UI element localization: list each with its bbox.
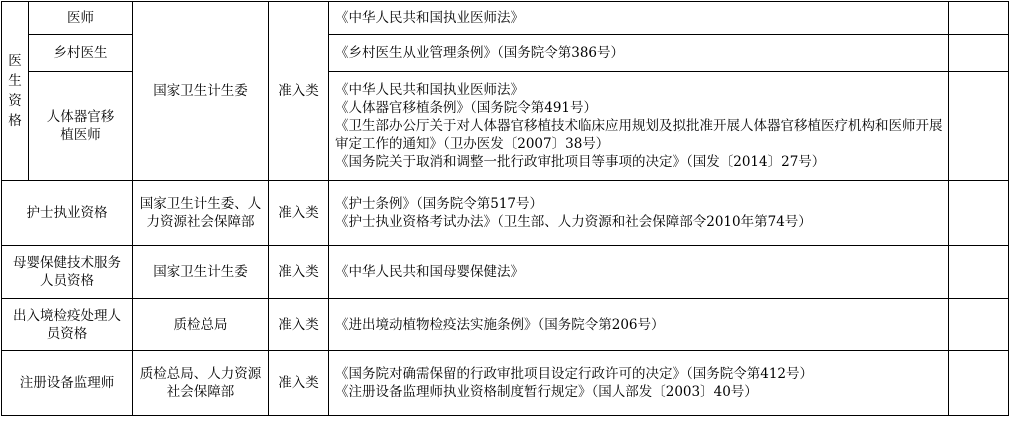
empty-cell [949,181,1009,246]
department-cell: 质检总局 [133,299,269,351]
department-cell: 国家卫生计生委 [133,2,269,181]
basis-cell [329,246,949,299]
empty-cell [949,246,1009,299]
category-cell: 准入类 [269,351,329,416]
basis-cell [329,72,949,181]
empty-cell [949,72,1009,181]
basis-line: 《进出境动植物检疫法实施条例》（国务院令第206号） [335,316,665,333]
table-row [2,2,1009,35]
table-row [2,351,1009,416]
basis-line: 《卫生部办公厅关于对人体器官移植技术临床应用规划及拟批准开展人体器官移植医疗机构和医师开展审定工作的通知》（卫办医发〔2007〕38号） [335,118,943,152]
basis-line: 《中华人民共和国执业医师法》 [335,10,524,26]
basis-line: 《中华人民共和国母婴保健法》 [335,264,524,280]
department-cell: 国家卫生计生委、人力资源社会保障部 [133,181,269,246]
qualification-table [1,1,1009,416]
category-cell: 准入类 [269,181,329,246]
basis-cell [329,2,949,35]
basis-cell [329,181,949,246]
qualification-name: 注册设备监理师 [2,351,133,416]
empty-cell [949,35,1009,72]
table-row [2,299,1009,351]
table-row [2,246,1009,299]
basis-line: 《人体器官移植条例》（国务院令第491号） [335,100,598,116]
empty-cell [949,2,1009,35]
basis-cell [329,35,949,72]
category-cell: 准入类 [269,246,329,299]
basis-cell [329,299,949,351]
basis-line: 《乡村医生从业管理条例》（国务院令第386号） [335,45,625,61]
basis-line: 《护士条例》（国务院令第517号） [335,196,544,212]
basis-line: 《注册设备监理师执业资格制度暂行规定》（国人部发〔2003〕40号） [335,384,758,400]
basis-line: 《国务院关于取消和调整一批行政审批项目等事项的决定》（国发〔2014〕27号） [335,154,826,170]
qualification-name: 护士执业资格 [2,181,133,246]
qualification-name: 人体器官移植医师 [29,72,133,181]
qualification-name: 医师 [29,2,133,35]
table-row [2,181,1009,246]
basis-line: 《国务院对确需保留的行政审批项目设定行政许可的决定》（国务院令第412号） [335,366,814,382]
department-cell: 国家卫生计生委 [133,246,269,299]
qualification-name: 乡村医生 [29,35,133,72]
category-cell: 准入类 [269,2,329,181]
empty-cell [949,351,1009,416]
basis-cell [329,351,949,416]
qualification-name: 出入境检疫处理人员资格 [2,299,133,351]
department-cell: 质检总局、人力资源社会保障部 [133,351,269,416]
basis-line: 《中华人民共和国执业医师法》 [335,82,524,98]
basis-line: 《护士执业资格考试办法》（卫生部、人力资源和社会保障部令2010年第74号） [335,214,812,230]
group-cell: 医生资格 [2,2,29,181]
category-cell: 准入类 [269,299,329,351]
empty-cell [949,299,1009,351]
qualification-name: 母婴保健技术服务人员资格 [2,246,133,299]
